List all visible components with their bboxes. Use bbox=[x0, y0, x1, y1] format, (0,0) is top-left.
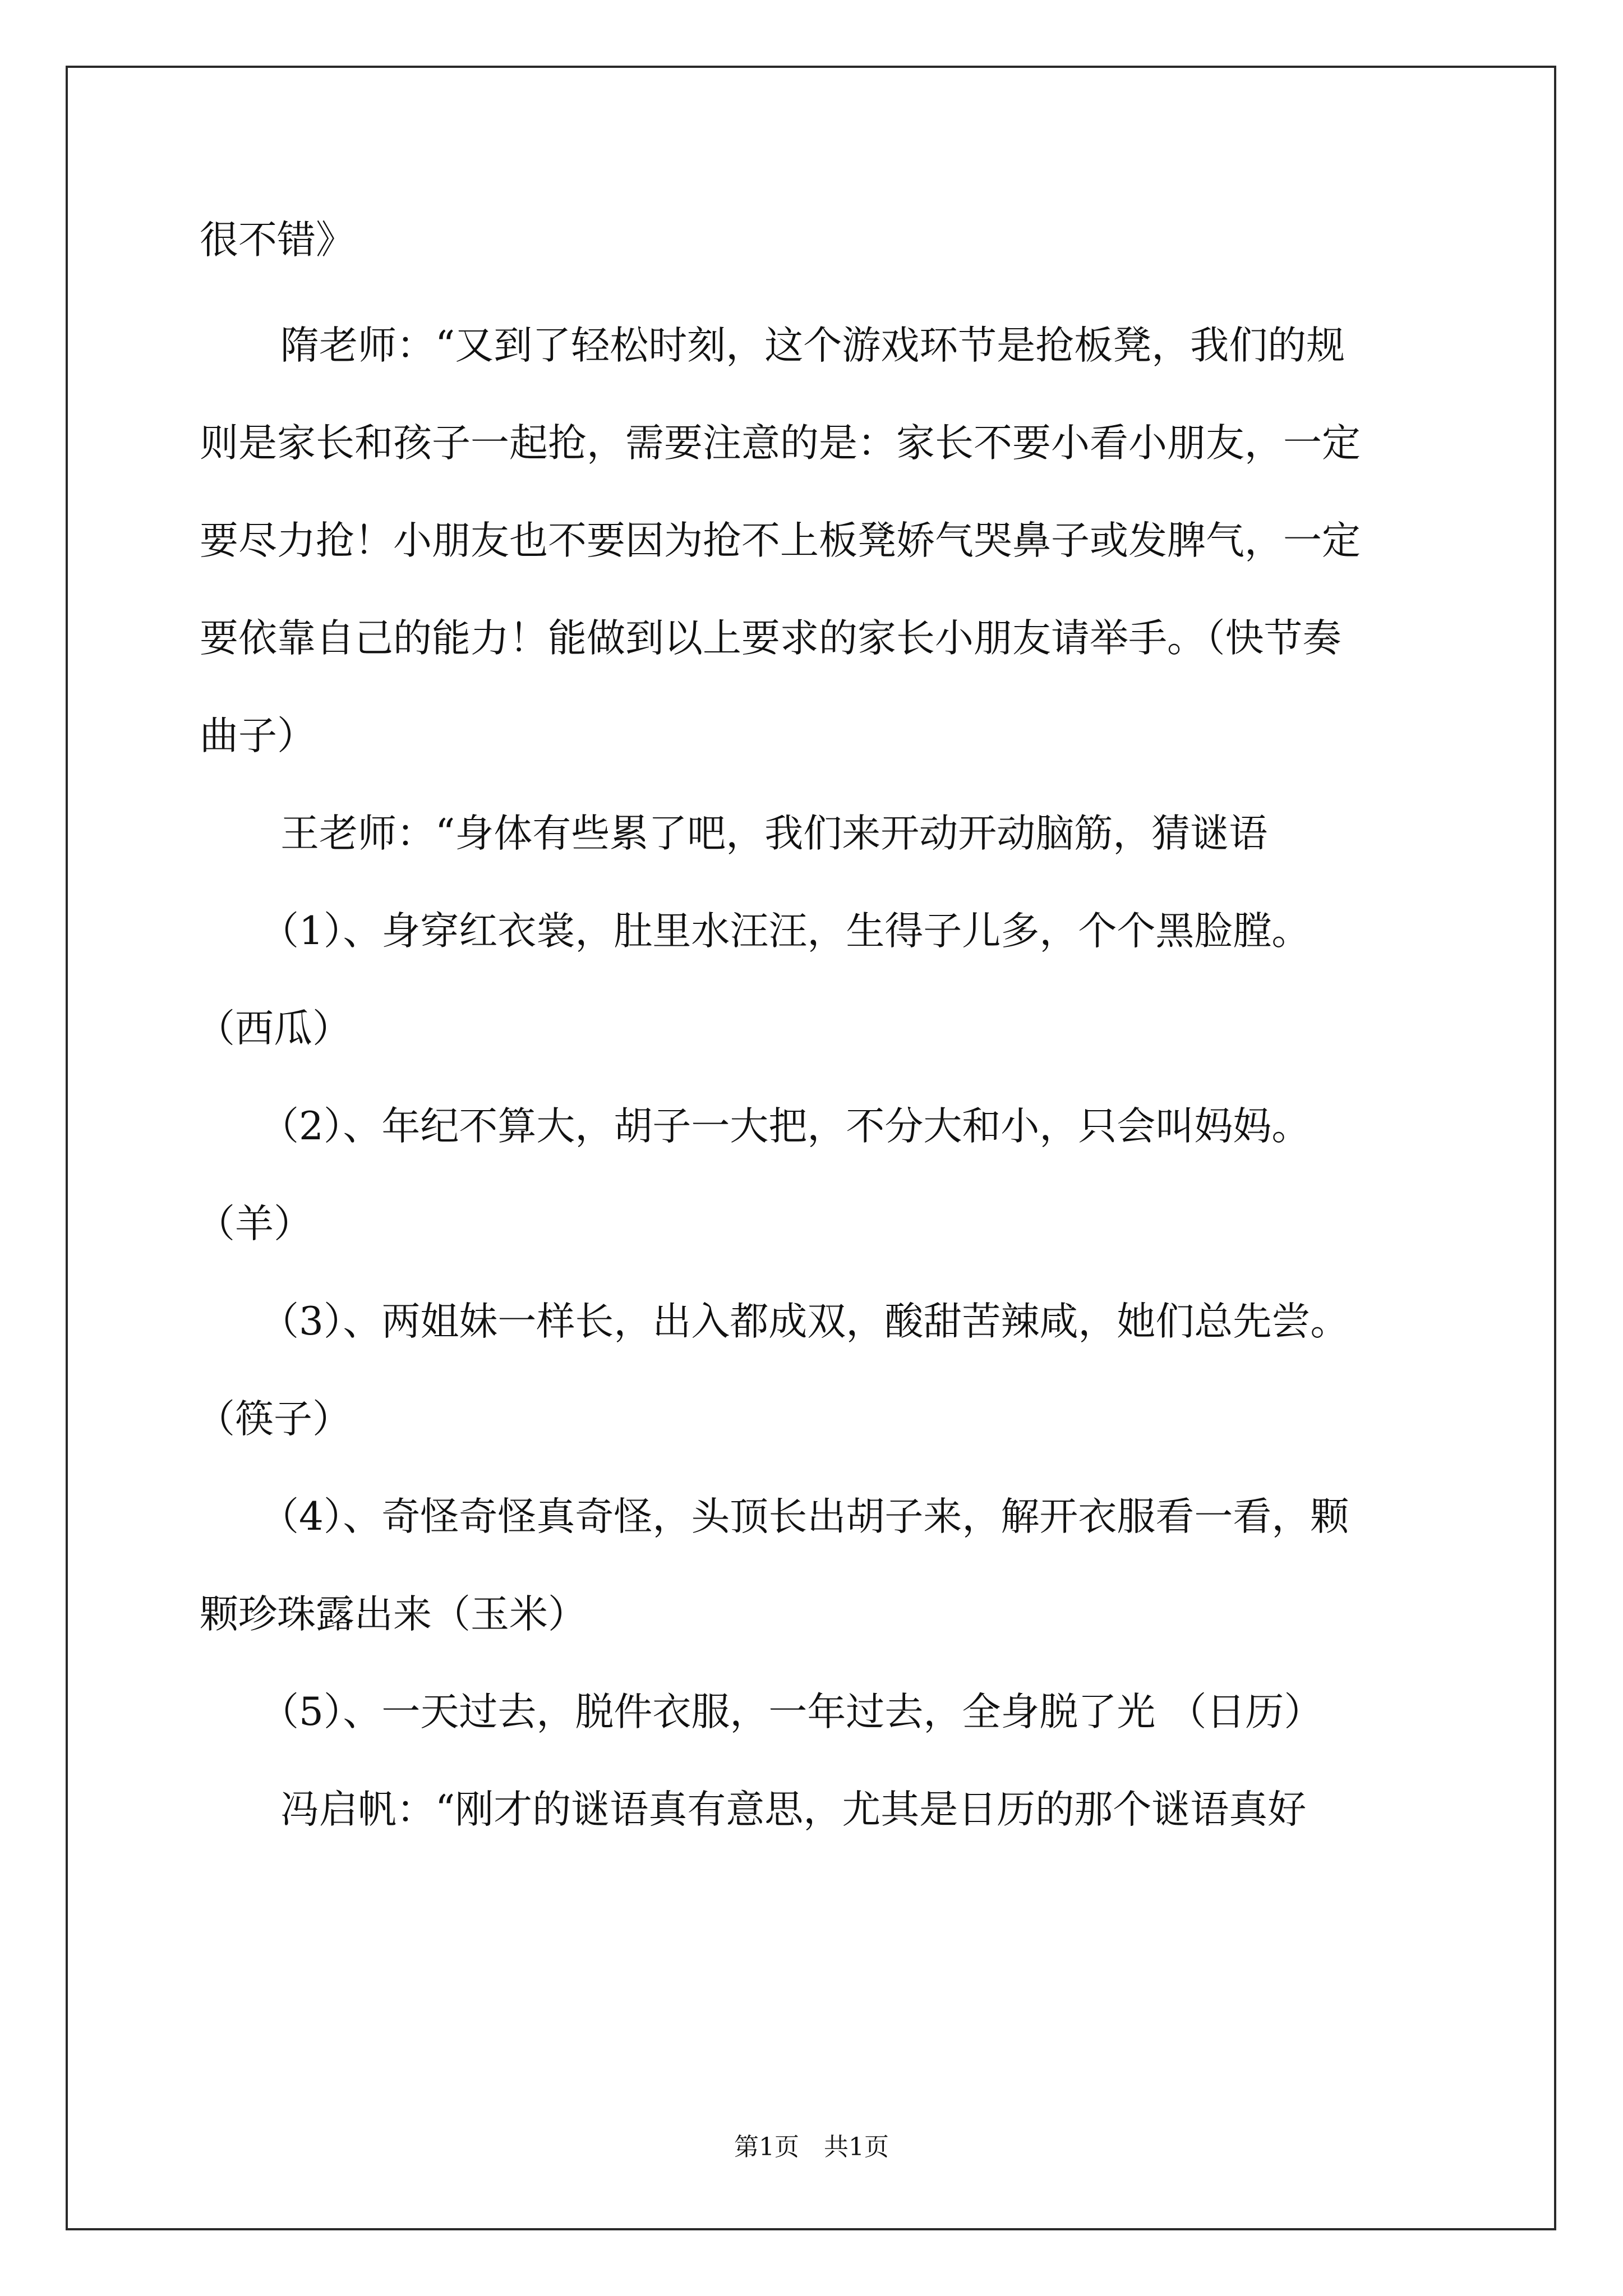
text-line: （羊） bbox=[196, 1202, 312, 1246]
text-line: 颗珍珠露出来（玉米） bbox=[200, 1592, 587, 1637]
text-line: （5）、一天过去，脱件衣服，一年过去，全身脱了光 （日历） bbox=[260, 1690, 1323, 1734]
text-line: 王老师：“身体有些累了吧，我们来开动开动脑筋，猜谜语 bbox=[280, 811, 1268, 856]
text-line: （筷子） bbox=[196, 1397, 351, 1442]
text-line: （4）、奇怪奇怪真奇怪，头顶长出胡子来，解开衣服看一看，颗 bbox=[260, 1494, 1349, 1539]
text-line: 则是家长和孩子一起抢，需要注意的是：家长不要小看小朋友，一定 bbox=[200, 421, 1361, 466]
page-footer: 第1页 共1页 bbox=[734, 2133, 889, 2161]
text-line: （1）、身穿红衣裳，肚里水汪汪，生得子儿多，个个黑脸膛。 bbox=[260, 909, 1311, 954]
text-line: 曲子） bbox=[200, 714, 316, 758]
text-line: （西瓜） bbox=[196, 1006, 351, 1051]
text-line: （3）、两姐妹一样长，出入都成双，酸甜苦辣咸，她们总先尝。 bbox=[260, 1299, 1349, 1344]
text-line: 要依靠自己的能力！能做到以上要求的家长小朋友请举手。（快节奏 bbox=[200, 616, 1341, 661]
text-line: 很不错》 bbox=[200, 218, 354, 263]
text-line: 要尽力抢！小朋友也不要因为抢不上板凳娇气哭鼻子或发脾气，一定 bbox=[200, 518, 1361, 563]
text-line: 冯启帆：“刚才的谜语真有意思，尤其是日历的那个谜语真好 bbox=[280, 1787, 1307, 1832]
text-line: （2）、年纪不算大，胡子一大把，不分大和小，只会叫妈妈。 bbox=[260, 1104, 1311, 1149]
text-line: 隋老师：“又到了轻松时刻，这个游戏环节是抢板凳，我们的规 bbox=[280, 323, 1345, 368]
